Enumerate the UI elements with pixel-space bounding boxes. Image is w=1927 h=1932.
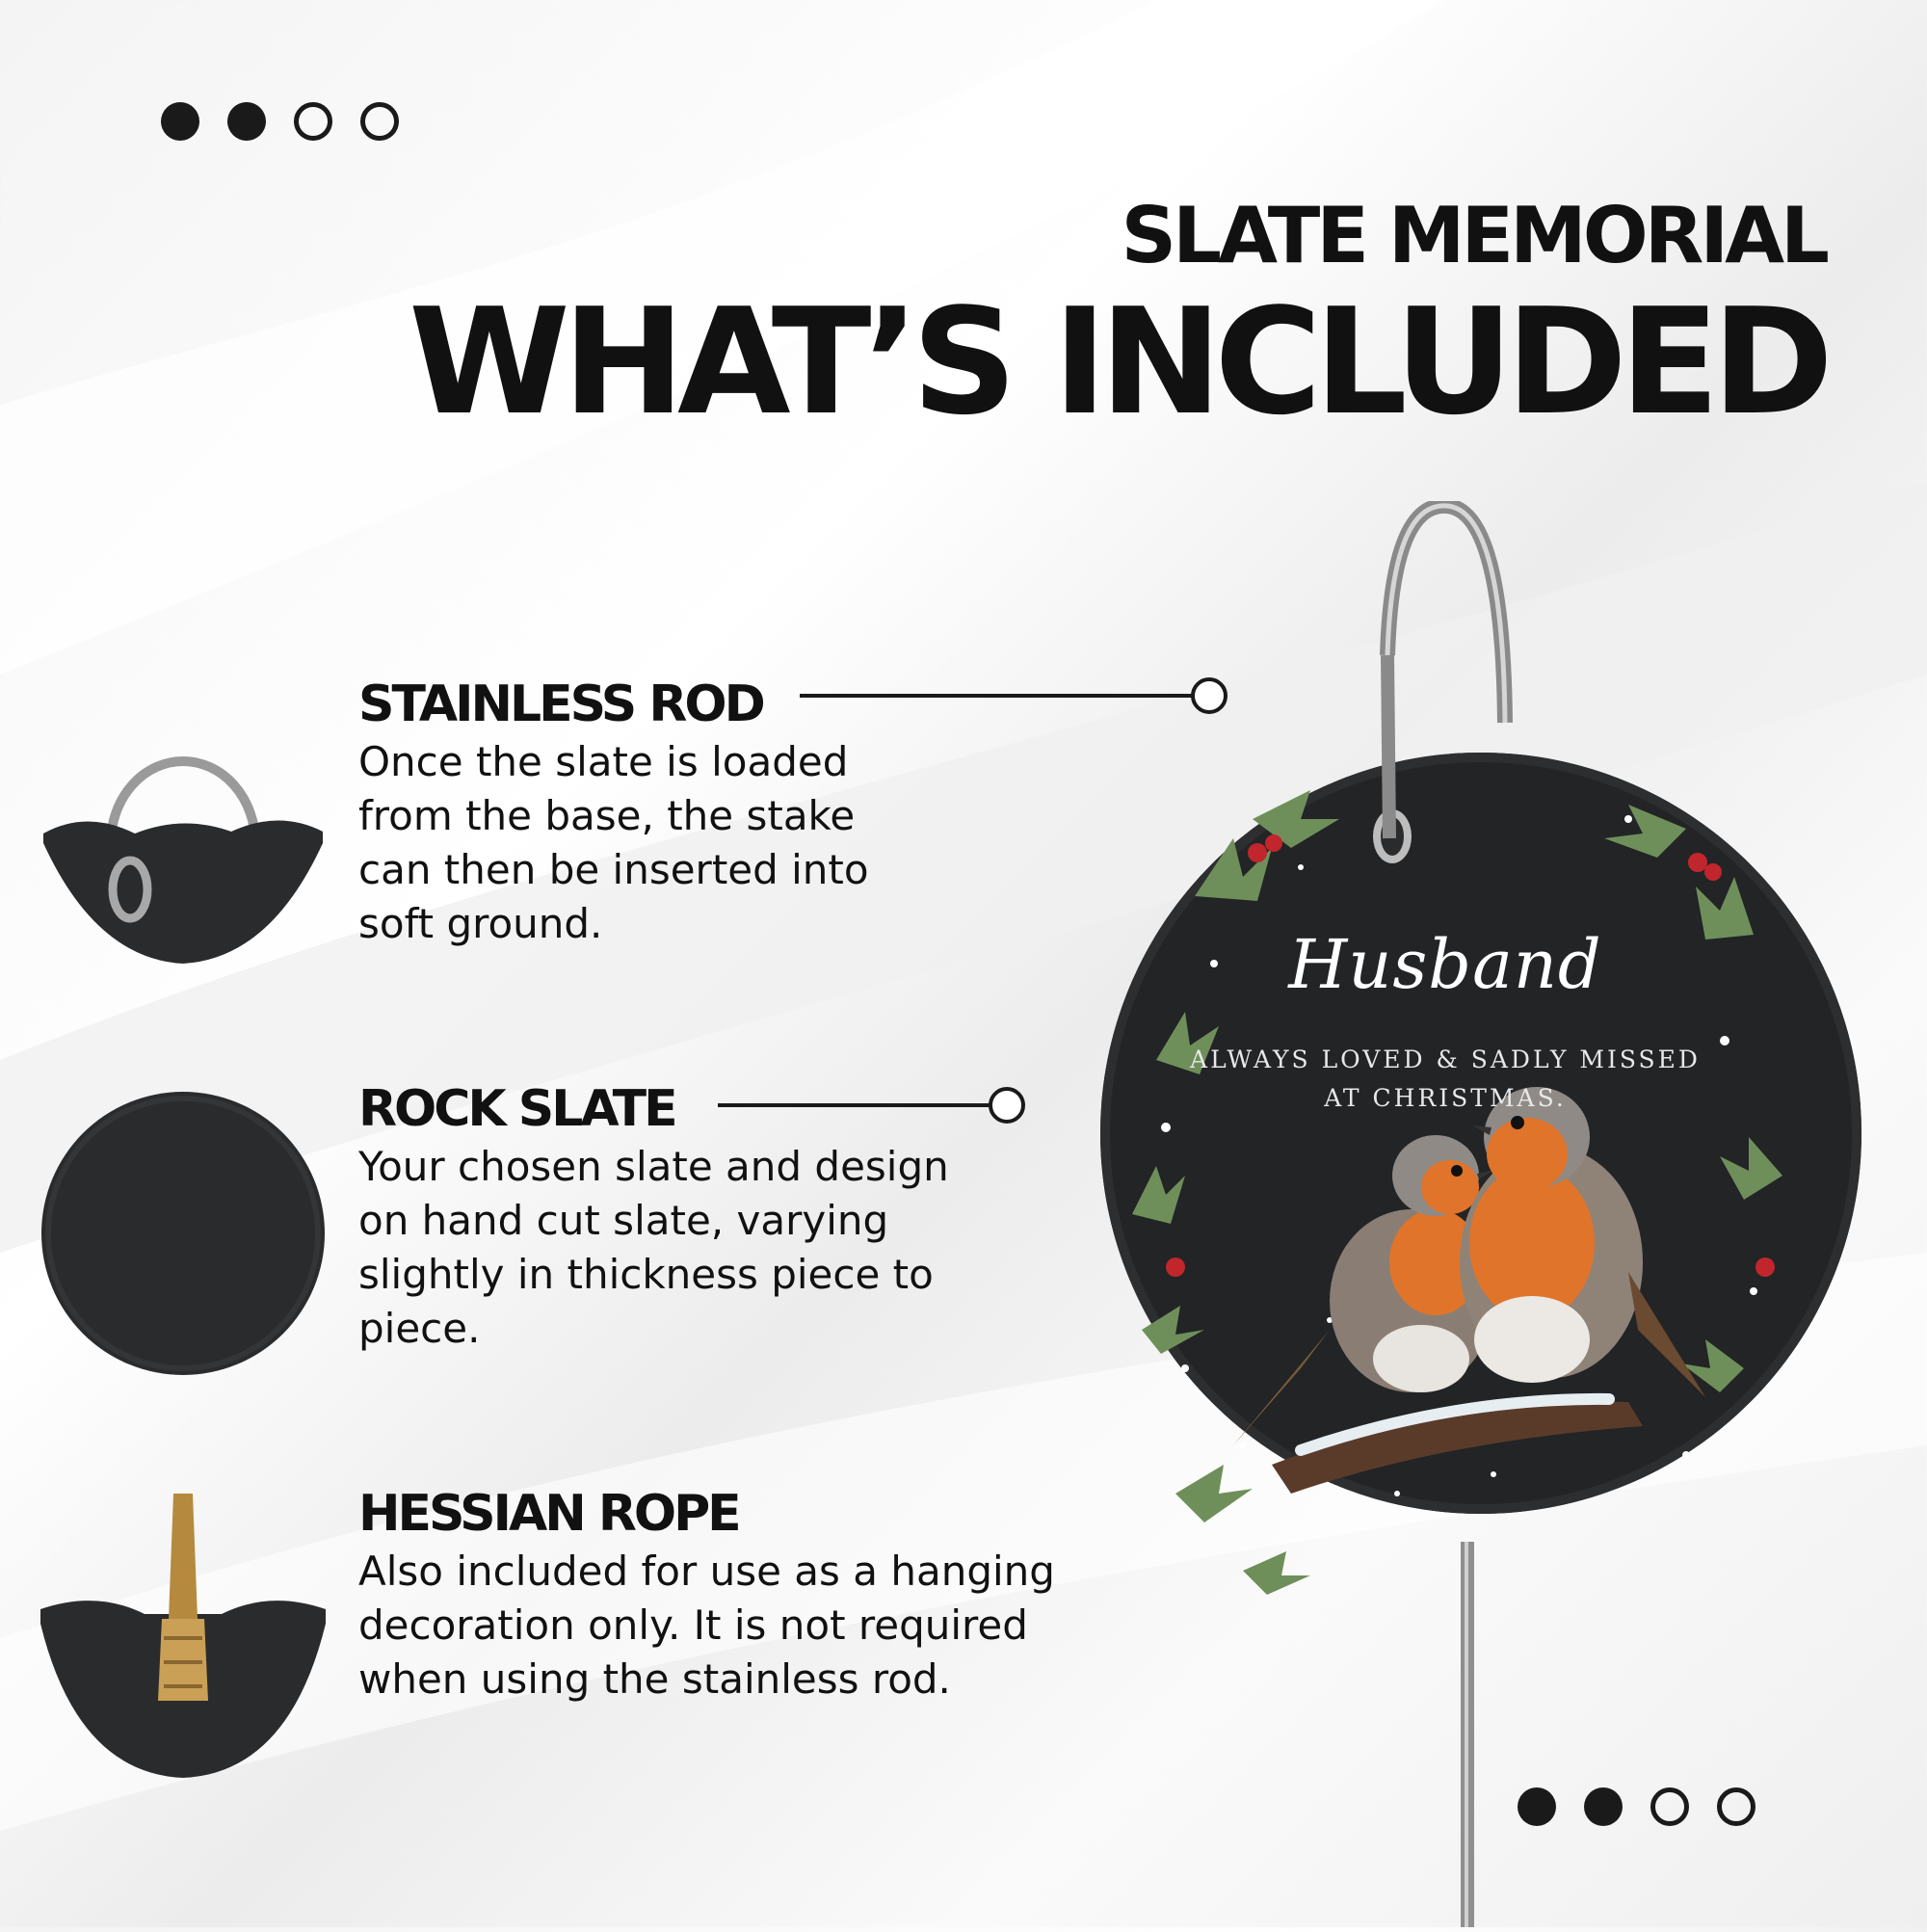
feature-line: from the base, the stake (358, 792, 856, 839)
feature-line: when using the stainless rod. (358, 1655, 951, 1703)
pagination-dot[interactable] (161, 102, 199, 141)
feature-line: slightly in thickness piece to (358, 1251, 934, 1298)
ring-icon (39, 728, 328, 968)
product-image (1012, 501, 1879, 1927)
slate-message-line: AT CHRISTMAS. (1324, 1084, 1567, 1112)
feature-description (358, 735, 937, 951)
pagination-dot[interactable] (360, 102, 399, 141)
feature-line: Your chosen slate and design (358, 1143, 949, 1190)
feature-line: piece. (358, 1305, 481, 1352)
feature-title: ROCK SLATE (358, 1080, 675, 1138)
feature-title: STAINLESS ROD (358, 675, 763, 733)
pagination-dots-top (161, 102, 399, 141)
feature-title: HESSIAN ROPE (358, 1485, 739, 1543)
feature-description (358, 1140, 1014, 1356)
feature-line: can then be inserted into (358, 846, 869, 893)
page-subtitle: SLATE MEMORIAL (1121, 191, 1826, 280)
slate-memorial-illustration (1012, 501, 1879, 1927)
page-title: WHAT’S INCLUDED (409, 277, 1826, 447)
connector-line-slate (718, 1103, 992, 1107)
slate-name: Husband (1288, 925, 1602, 1004)
rope-icon (39, 1494, 328, 1783)
feature-line: decoration only. It is not required (358, 1601, 1028, 1649)
feature-line: Also included for use as a hanging (358, 1548, 1055, 1595)
pagination-dot[interactable] (227, 102, 266, 141)
feature-hessian-rope (358, 1485, 1110, 1707)
pagination-dots-bottom (1518, 1787, 1755, 1826)
feature-description (358, 1545, 1110, 1707)
slate-disc-icon (39, 1089, 328, 1378)
pagination-dot[interactable] (1650, 1787, 1689, 1826)
feature-stainless-rod (358, 675, 937, 951)
slate-message-line: ALWAYS LOVED & SADLY MISSED (1190, 1045, 1701, 1073)
pagination-dot[interactable] (294, 102, 332, 141)
pagination-dot[interactable] (1518, 1787, 1556, 1826)
feature-line: on hand cut slate, varying (358, 1197, 889, 1244)
feature-line: soft ground. (358, 900, 603, 947)
pagination-dot[interactable] (1584, 1787, 1623, 1826)
feature-rock-slate (358, 1080, 1014, 1356)
feature-line: Once the slate is loaded (358, 738, 849, 785)
pagination-dot[interactable] (1717, 1787, 1755, 1826)
